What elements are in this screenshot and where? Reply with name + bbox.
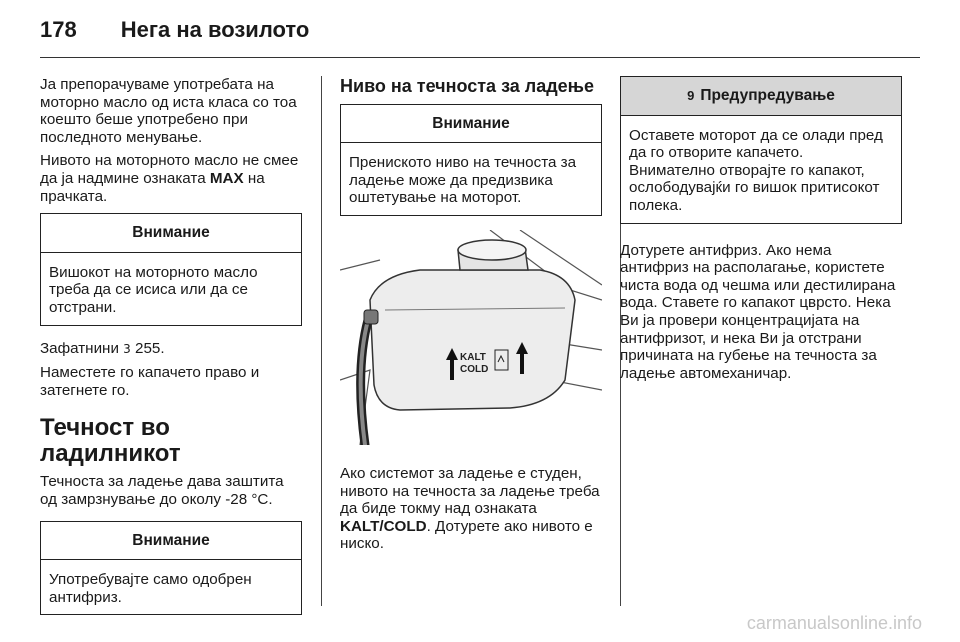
warning-title-bar	[621, 77, 901, 116]
reference-arrow-icon: 3	[123, 341, 131, 356]
notice-box-oil	[40, 213, 302, 325]
column-2	[340, 76, 602, 559]
page-number: 178	[40, 17, 77, 42]
paragraph-cap: Наместете го капачето право и затегнете го.	[40, 364, 260, 399]
notice-title: Внимание	[41, 522, 301, 561]
paragraph-oil-class: Ја препорачуваме употребата на моторно масло од иста класа со тоа коешто беше употребено при последното менување.	[40, 76, 297, 146]
paragraph-oil-level: Нивото на моторното масло не смее да ја надмине ознаката MAX на прачката.	[40, 152, 299, 205]
warning-body: Оставете моторот да се олади пред да го отворите капачето. Внимателно отворајте го капакот, ослободувајќи го вишок притисокот полека.	[629, 126, 883, 214]
paragraph-antifreeze: Течноста за ладење дава заштита од замрзнување до околу -28 °C.	[40, 473, 284, 508]
coolant-reservoir-illustration	[340, 230, 602, 445]
coolant-reservoir-figure	[340, 230, 602, 445]
paragraph-topup: Дотурете антифриз. Ако нема антифриз на располагање, користете чиста вода од чешма или дестилирана вода. Ставете го капакот цврсто. Нека Ви ја провери концентрацијата на антифризот, и нека Ви ја отстрани причината на губење на течноста за ладење автомеханичар.	[620, 241, 896, 382]
notice-box-antifreeze	[40, 521, 302, 616]
subsection-heading-coolant-level: Ниво на течноста за ладење	[340, 76, 594, 96]
notice-title: Внимание	[41, 214, 301, 253]
page-header	[40, 10, 309, 50]
kalt-label: KALT	[460, 351, 486, 363]
warning-triangle-icon: 9	[687, 88, 695, 103]
watermark: carmanualsonline.info	[746, 613, 922, 633]
warning-box	[620, 76, 902, 224]
kalt-cold-mark: KALT/COLD	[340, 517, 427, 535]
notice-title: Внимание	[341, 105, 601, 144]
column-3	[620, 76, 902, 388]
page-reference-link[interactable]: 255.	[130, 339, 165, 357]
notice-body: Прениското ниво на течноста за ладење може да предизвика оштетување на моторот.	[349, 154, 577, 207]
column-1	[40, 76, 302, 629]
warning-title: Предупредување	[700, 87, 835, 104]
notice-body: Вишокот на моторното масло треба да се исиса или да се отстрани.	[49, 263, 258, 316]
header-rule	[40, 57, 920, 58]
notice-box-coolant	[340, 104, 602, 216]
cold-label: COLD	[460, 363, 489, 375]
paragraph-cold-level: Ако системот за ладење е студен, нивото на течноста за ладење треба да биде токму над ознаката KALT/COLD. Дотурете ако нивото е ниско.	[340, 464, 600, 553]
page-title: Нега на возилото	[120, 17, 310, 42]
paragraph-capacities: Зафатнини 3 255.	[40, 339, 165, 357]
max-mark: MAX	[209, 169, 244, 187]
column-divider	[321, 76, 322, 606]
section-heading-coolant: Течност во ладилникот	[40, 414, 181, 468]
notice-body: Употребувајте само одобрен антифриз.	[49, 571, 252, 606]
